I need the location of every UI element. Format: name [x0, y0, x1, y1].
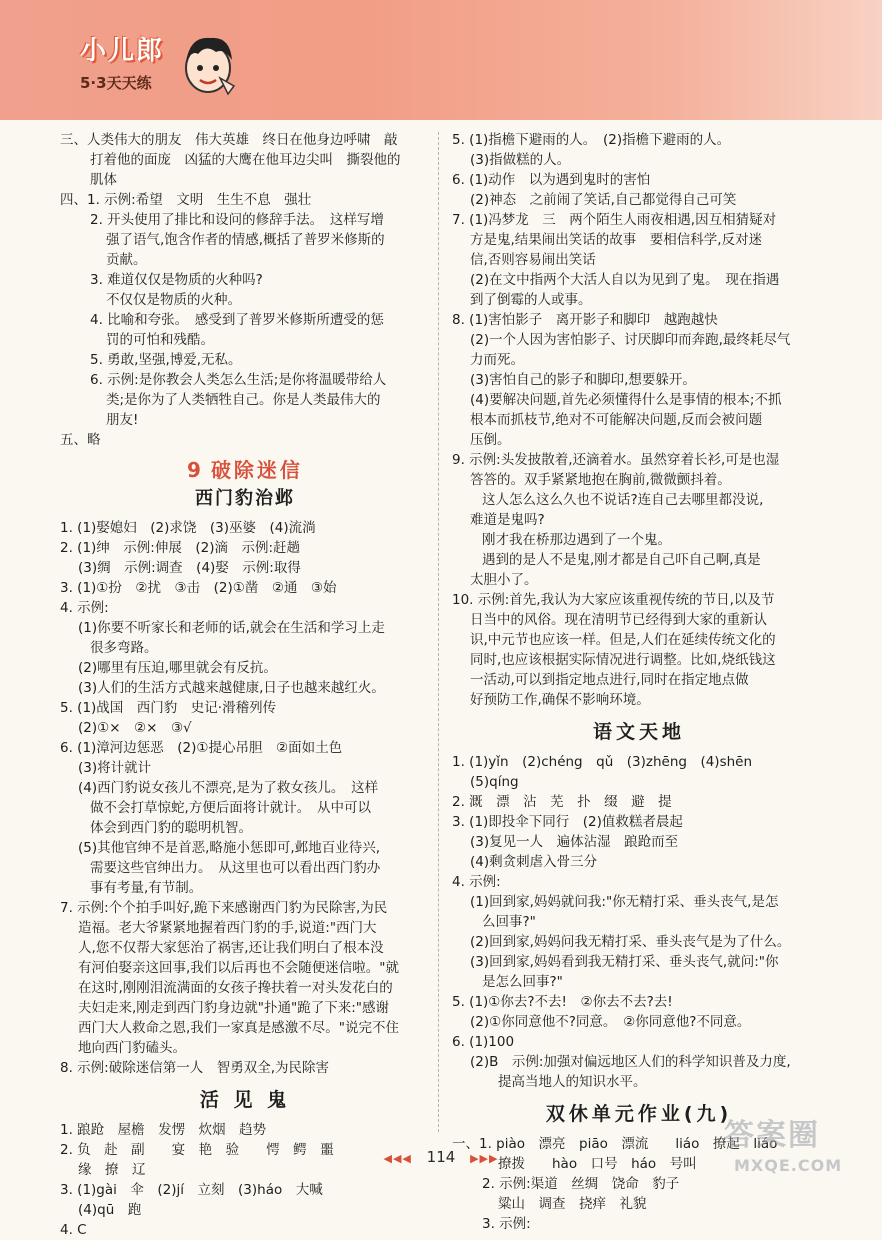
answer-line: 需要这些官绅出力。 从这里也可以看出西门豹办	[90, 860, 381, 876]
answer-line: 么回事?"	[482, 914, 536, 930]
answer-line: 8. 示例:破除迷信第一人 智勇双全,为民除害	[60, 1060, 330, 1076]
answer-line: 一活动,可以到指定地点进行,同时在指定地点做	[470, 672, 749, 688]
answer-line: 朋友!	[106, 412, 139, 428]
lesson-subtitle: 西门豹治邺	[195, 488, 295, 509]
answer-line: 方是鬼,结果闹出笑话的故事 要相信科学,反对迷	[470, 232, 763, 248]
answer-line: 信,否则容易闹出笑话	[470, 252, 596, 268]
answer-line: 很多弯路。	[90, 640, 158, 656]
answer-line: (3)人们的生活方式越来越健康,日子也越来越红火。	[78, 680, 385, 696]
answer-line: 3. 示例:	[482, 1216, 531, 1232]
answer-line: 造福。老大爷紧紧地握着西门豹的手,说道:"西门大	[78, 920, 377, 936]
answer-line: (1)回到家,妈妈就问我:"你无精打采、垂头丧气,是怎	[470, 894, 779, 910]
answer-line: 遇到的是人不是鬼,刚才都是自己吓自己啊,真是	[482, 552, 761, 568]
watermark	[720, 1110, 870, 1188]
page-header	[0, 0, 882, 120]
mascot-boy-icon	[176, 28, 240, 100]
answer-line: 这人怎么这么久也不说话?连自己去哪里都没说,	[482, 492, 764, 508]
answer-line: 6. 示例:是你教会人类怎么生活;是你将温暖带给人	[90, 372, 387, 388]
answer-line: 贡献。	[106, 252, 147, 268]
answer-line: 3. 难道仅仅是物质的火种吗?	[90, 272, 263, 288]
answer-line: 不仅仅是物质的火种。	[106, 292, 241, 308]
answer-line: (5)其他官绅不是首恶,略施小惩即可,邺地百业待兴,	[78, 840, 380, 856]
answer-line: 类;是你为了人类牺牲自己。你是人类最伟大的	[106, 392, 381, 408]
answer-line: (2)①你同意他不?同意。 ②你同意他?不同意。	[470, 1014, 751, 1030]
answer-line: 根本而抓枝节,绝对不可能解决问题,反而会被问题	[470, 412, 763, 428]
answer-line: 夫妇走来,刚走到西门豹身边就"扑通"跪了下来:"感谢	[78, 1000, 389, 1016]
answer-line: 1. (1)yǐn (2)chéng qǔ (3)zhēng (4)shēn	[452, 754, 753, 770]
prev-arrows-icon: ◀◀◀	[383, 1152, 412, 1165]
answer-line: 撩拨 hào 口号 háo 号叫	[498, 1156, 697, 1172]
answer-line: 5. (1)战国 西门豹 史记·滑稽列传	[60, 700, 277, 716]
answer-line: 到了倒霉的人或事。	[470, 292, 592, 308]
answer-line: (3)将计就计	[78, 760, 152, 776]
next-arrows-icon: ▶▶▶	[470, 1152, 499, 1165]
answer-line: 5. 勇敢,坚强,博爱,无私。	[90, 352, 242, 368]
answer-line: 打着他的面庞 凶猛的大鹰在他耳边尖叫 撕裂他的	[90, 152, 401, 168]
section-title-yuwentiandi: 语文天地	[592, 721, 685, 743]
answer-line: 4. 比喻和夸张。 感受到了普罗米修斯所遭受的惩	[90, 312, 384, 328]
answer-line: 提高当地人的知识水平。	[498, 1074, 647, 1090]
answer-line: 在这时,刚刚泪流满面的女孩子搀扶着一对头发花白的	[78, 980, 393, 996]
answer-line: (3)指做糕的人。	[470, 152, 571, 168]
answer-line: 体会到西门豹的聪明机智。	[90, 820, 252, 836]
answer-line: (2)B 示例:加强对偏远地区人们的科学知识普及力度,	[470, 1054, 791, 1070]
answer-line: (4)要解决问题,首先必须懂得什么是事情的根本;不抓	[470, 392, 782, 408]
answer-line: 2. 负 赴 副 宴 艳 验 愕 鳄 噩	[60, 1142, 334, 1158]
answer-line: 6. (1)漳河边惩恶 (2)①提心吊胆 ②面如土色	[60, 740, 343, 756]
answer-line: 地向西门豹磕头。	[78, 1040, 186, 1056]
answer-line: (4)qū 跑	[78, 1202, 142, 1218]
answer-line: (2)神态 之前闹了笑话,自己都觉得自己可笑	[470, 192, 737, 208]
answer-line: 4. 示例:	[452, 874, 501, 890]
answer-line: (2)在文中指两个大活人自以为见到了鬼。 现在指遇	[470, 272, 780, 288]
answer-line: 2. (1)绅 示例:伸展 (2)滴 示例:赶趟	[60, 540, 301, 556]
answer-line: 刚才我在桥那边遇到了一个鬼。	[482, 532, 671, 548]
answer-line: 好预防工作,确保不影响环境。	[470, 692, 650, 708]
answer-line: (2)一个人因为害怕影子、讨厌脚印而奔跑,最终耗尽气	[470, 332, 791, 348]
answer-line: 3. (1)gài 伞 (2)jí 立刻 (3)háo 大喊	[60, 1182, 323, 1198]
answer-line: 2. 示例:渠道 丝绸 饶命 豹子	[482, 1176, 680, 1192]
page-number: 114	[426, 1148, 456, 1166]
answer-line: 一、1. piào 漂亮 piāo 漂流 liáo 撩起 liáo	[452, 1136, 778, 1152]
answer-line: 6. (1)动作 以为遇到鬼时的害怕	[452, 172, 651, 188]
answer-line: 强了语气,饱含作者的情感,概括了普罗米修斯的	[106, 232, 385, 248]
brand-logo	[72, 30, 242, 102]
answer-line: 4. C	[60, 1222, 87, 1238]
left-column	[60, 130, 430, 1240]
answer-line: 有河伯娶亲这回事,我们以后再也不会随便迷信啦。"就	[78, 960, 400, 976]
answer-line: 缘 撩 辽	[78, 1162, 146, 1178]
answer-line: 太胆小了。	[470, 572, 538, 588]
answer-line: (2)①× ②× ③√	[78, 720, 192, 736]
answer-line: 6. (1)100	[452, 1034, 515, 1050]
lesson-heading	[60, 456, 430, 484]
answer-line: 罚的可怕和残酷。	[106, 332, 214, 348]
answer-line: (4)剩贪刺虐入骨三分	[470, 854, 598, 870]
answer-line: 3. (1)①扮 ②扰 ③击 (2)①凿 ②通 ③始	[60, 580, 337, 596]
answer-line: (2)回到家,妈妈问我无精打采、垂头丧气是为了什么。	[470, 934, 791, 950]
watermark-url: MXQE.COM	[734, 1156, 843, 1175]
answer-line: 7. 示例:个个拍手叫好,跪下来感谢西门豹为民除害,为民	[60, 900, 388, 916]
answer-line: 1. 踉跄 屋檐 发愣 炊烟 趋势	[60, 1122, 267, 1138]
lesson-title: 破除迷信	[210, 458, 303, 482]
answer-line: 4. 示例:	[60, 600, 109, 616]
answer-line: (5)qíng	[470, 774, 519, 790]
answer-line: 人,您不仅帮大家惩治了祸害,还让我们明白了根本没	[78, 940, 384, 956]
answer-line: 10. 示例:首先,我认为大家应该重视传统的节日,以及节	[452, 592, 775, 608]
answer-line: (3)绸 示例:调查 (4)娶 示例:取得	[78, 560, 301, 576]
answer-line: (3)复见一人 遍体沾湿 踉跄而至	[470, 834, 679, 850]
section-title-huojiangui: 活 见 鬼	[199, 1089, 291, 1111]
answer-line: 难道是鬼吗?	[470, 512, 545, 528]
answer-line: 事有考量,有节制。	[90, 880, 203, 896]
answer-line: 7. (1)冯梦龙 三 两个陌生人雨夜相遇,因互相猜疑对	[452, 212, 777, 228]
answer-line: 9. 示例:头发披散着,还滴着水。虽然穿着长衫,可是也湿	[452, 452, 780, 468]
logo-subtitle: 5·3天天练	[80, 74, 152, 92]
answer-line: 答答的。双手紧紧地抱在胸前,微微颤抖着。	[470, 472, 731, 488]
answer-line: 西门大人救命之恩,我们一家真是感激不尽。"说完不住	[78, 1020, 400, 1036]
answer-line: 同时,也应该根据实际情况进行调整。比如,烧纸钱这	[470, 652, 776, 668]
answer-line: 力而死。	[470, 352, 524, 368]
right-column	[452, 130, 826, 1234]
answer-line: 三、人类伟大的朋友 伟大英雄 终日在他身边呼啸 敲	[60, 132, 398, 148]
answer-line: 2. 溉 漂 沾 芜 扑 缀 避 提	[452, 794, 672, 810]
answer-line: 5. (1)①你去?不去! ②你去不去?去!	[452, 994, 673, 1010]
answer-line: 1. (1)娶媳妇 (2)求饶 (3)巫婆 (4)流淌	[60, 520, 316, 536]
answer-line: 粱山 调查 挠痒 礼貌	[498, 1196, 647, 1212]
answer-line: 是怎么回事?"	[482, 974, 563, 990]
answer-line: 识,中元节也应该一样。但是,人们在延续传统文化的	[470, 632, 776, 648]
lesson-number: 9	[187, 458, 204, 482]
watermark-text: 答案圈	[724, 1118, 820, 1153]
answer-line: 日当中的风俗。现在清明节已经得到大家的重新认	[470, 612, 767, 628]
answer-line: 8. (1)害怕影子 离开影子和脚印 越跑越快	[452, 312, 718, 328]
logo-title: 小儿郎	[80, 36, 165, 66]
answer-line: (4)西门豹说女孩儿不漂亮,是为了救女孩儿。 这样	[78, 780, 379, 796]
section-title-homework: 双休单元作业(九)	[545, 1103, 733, 1125]
answer-line: (3)害怕自己的影子和脚印,想要躲开。	[470, 372, 696, 388]
answer-line: 肌体	[90, 172, 117, 188]
answer-line: (3)回到家,妈妈看到我无精打采、垂头丧气,就问:"你	[470, 954, 779, 970]
answer-line: 四、1. 示例:希望 文明 生生不息 强壮	[60, 192, 312, 208]
answer-line: 做不会打草惊蛇,方便后面将计就计。 从中可以	[90, 800, 372, 816]
answer-line: 2. 开头使用了排比和设问的修辞手法。 这样写增	[90, 212, 384, 228]
answer-line: 压倒。	[470, 432, 511, 448]
answer-line: 5. (1)指檐下避雨的人。 (2)指檐下避雨的人。	[452, 132, 731, 148]
answer-line: 五、略	[60, 432, 101, 448]
column-divider	[438, 132, 439, 1132]
answer-line: (1)你要不听家长和老师的话,就会在生活和学习上走	[78, 620, 385, 636]
answer-line: 3. (1)即投伞下同行 (2)值救糕者晨起	[452, 814, 683, 830]
answer-line: (2)哪里有压迫,哪里就会有反抗。	[78, 660, 277, 676]
